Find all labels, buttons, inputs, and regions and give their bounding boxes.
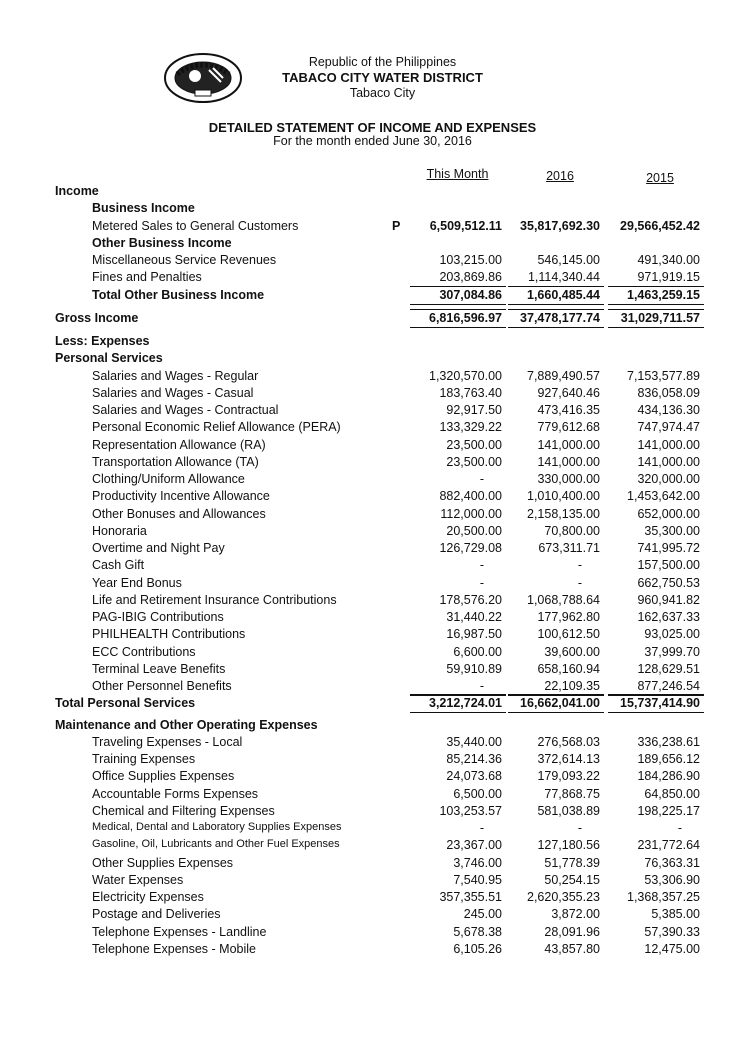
row-value-col2: 7,889,490.57 [527, 368, 600, 383]
row-label: Traveling Expenses - Local [92, 734, 243, 749]
row-value-col3: 57,390.33 [644, 924, 700, 939]
total-rule [508, 309, 604, 310]
row-value-col1: 23,500.00 [446, 454, 502, 469]
row-value-col2: 276,568.03 [537, 734, 600, 749]
row-label: Other Bonuses and Allowances [92, 506, 266, 521]
total-rule [410, 309, 506, 310]
row-value-col2: 16,662,041.00 [520, 696, 600, 711]
total-rule [508, 304, 604, 305]
row-label: Telephone Expenses - Landline [92, 924, 267, 939]
row-label: Chemical and Filtering Expenses [92, 803, 275, 818]
row-value-col2: 779,612.68 [537, 420, 600, 435]
row-value-col2: 35,817,692.30 [520, 218, 600, 233]
row-label: Salaries and Wages - Contractual [92, 403, 279, 417]
row-value-col2: 39,600.00 [544, 644, 600, 659]
row-value-col1: 85,214.36 [446, 752, 502, 766]
row-value-col1: 103,253.57 [439, 803, 502, 818]
row-value-col2: 70,800.00 [544, 523, 600, 538]
row-label: Total Personal Services [55, 696, 196, 711]
col-header-this-month: This Month [426, 167, 489, 181]
row-label: Personal Economic Relief Allowance (PERA) [92, 420, 341, 435]
row-value-col3: 971,919.15 [637, 270, 700, 285]
row-value-col2: 1,068,788.64 [527, 592, 600, 607]
row-value-col2: 179,093.22 [537, 769, 600, 784]
row-value-col1: 5,678.38 [453, 924, 502, 939]
row-label: PAG-IBIG Contributions [92, 610, 224, 624]
row-value-col1: 126,729.08 [439, 541, 502, 555]
row-value-col2: - [577, 558, 582, 573]
total-rule [608, 694, 704, 695]
row-value-col3: 836,058.09 [637, 385, 700, 400]
row-label: Honoraria [92, 523, 147, 538]
row-value-col2: 50,254.15 [544, 872, 600, 887]
row-value-col1: 23,500.00 [446, 437, 502, 452]
row-value-col3: 1,463,259.15 [627, 287, 700, 302]
total-rule [608, 309, 704, 310]
row-label: Transportation Allowance (TA) [92, 454, 259, 469]
row-value-col2: 546,145.00 [537, 253, 600, 267]
row-value-col2: 2,620,355.23 [527, 890, 600, 904]
row-value-col3: 29,566,452.42 [620, 218, 700, 233]
row-value-col2: 51,778.39 [544, 855, 600, 870]
row-value-col2: 100,612.50 [537, 627, 600, 642]
row-value-col3: 491,340.00 [637, 253, 700, 267]
row-label: Business Income [92, 201, 195, 216]
row-value-col3: 189,656.12 [637, 752, 700, 766]
row-value-col2: 330,000.00 [537, 472, 600, 486]
statement-title: DETAILED STATEMENT OF INCOME AND EXPENSES [208, 120, 537, 135]
row-label: Electricity Expenses [92, 890, 204, 904]
total-rule [410, 712, 506, 713]
row-value-col3: 76,363.31 [644, 855, 700, 870]
row-value-col1: 35,440.00 [446, 734, 502, 749]
total-rule [508, 712, 604, 713]
row-value-col1: 178,576.20 [439, 592, 502, 607]
row-value-col3: 877,246.54 [637, 679, 700, 693]
row-value-col2: 673,311.71 [538, 541, 600, 555]
row-label: Other Supplies Expenses [92, 855, 234, 870]
row-value-col3: 141,000.00 [637, 437, 700, 452]
row-label: Personal Services [55, 351, 163, 366]
row-value-col2: 3,872.00 [551, 907, 600, 922]
row-value-col1: 882,400.00 [439, 489, 502, 504]
row-label: Gross Income [55, 310, 139, 325]
row-value-col1: 20,500.00 [446, 523, 502, 538]
row-label: Metered Sales to General Customers [92, 218, 299, 233]
row-value-col1: - [479, 558, 484, 573]
row-value-col1: 6,105.26 [453, 941, 502, 956]
row-value-col1: 23,367.00 [446, 838, 502, 853]
row-value-col3: 652,000.00 [637, 506, 700, 521]
row-label: Other Business Income [92, 235, 232, 250]
row-label: Salaries and Wages - Casual [92, 385, 254, 400]
row-label: Medical, Dental and Laboratory Supplies Expenses [92, 821, 342, 833]
row-label: Gasoline, Oil, Lubricants and Other Fuel Expenses [92, 838, 340, 851]
row-label: Water Expenses [92, 872, 184, 887]
row-value-col2: 127,180.56 [537, 838, 600, 853]
row-value-col3: 35,300.00 [644, 523, 700, 538]
row-value-col1: - [479, 472, 484, 486]
row-value-col3: 64,850.00 [644, 786, 700, 801]
row-label: Other Personnel Benefits [92, 679, 232, 693]
row-value-col2: 372,614.13 [537, 752, 600, 766]
row-value-col2: 1,660,485.44 [527, 287, 600, 302]
row-label: Postage and Deliveries [92, 907, 221, 922]
row-label: Income [55, 184, 99, 198]
row-value-col2: 1,010,400.00 [527, 489, 600, 504]
row-label: Miscellaneous Service Revenues [92, 253, 277, 267]
header-district-name: TABACO CITY WATER DISTRICT [282, 70, 483, 85]
row-label: Productivity Incentive Allowance [92, 489, 270, 504]
col-header-2015: 2015 [646, 171, 674, 185]
row-value-col1: 103,215.00 [439, 253, 502, 267]
row-label: Life and Retirement Insurance Contributions [92, 592, 337, 607]
total-rule [410, 286, 506, 287]
row-value-col1: 203,869.86 [439, 270, 502, 285]
row-label: ECC Contributions [92, 644, 196, 659]
total-rule [508, 286, 604, 287]
row-label: Representation Allowance (RA) [92, 437, 266, 452]
row-label: Total Other Business Income [92, 287, 265, 302]
total-rule [608, 712, 704, 713]
row-value-col1: 7,540.95 [453, 872, 502, 887]
total-rule [608, 327, 704, 328]
total-rule [608, 286, 704, 287]
row-value-col1: 6,816,596.97 [429, 310, 502, 325]
row-value-col2: 1,114,340.44 [527, 270, 600, 285]
row-value-col2: 177,962.80 [537, 610, 600, 624]
row-value-col1: 133,329.22 [439, 420, 502, 435]
statement-period: For the month ended June 30, 2016 [273, 134, 472, 148]
row-value-col3: 1,368,357.25 [627, 890, 700, 904]
row-value-col3: 31,029,711.57 [620, 310, 700, 325]
row-value-col3: 662,750.53 [637, 575, 700, 590]
row-value-col2: 141,000.00 [537, 454, 600, 469]
row-value-col3: 37,999.70 [644, 644, 700, 659]
row-value-col1: 112,000.00 [440, 506, 502, 521]
row-label: Fines and Penalties [92, 270, 202, 285]
row-value-col1: 3,746.00 [453, 855, 502, 870]
row-value-col3: 15,737,414.90 [620, 696, 700, 711]
row-value-col3: 141,000.00 [637, 454, 700, 469]
row-value-col3: 198,225.17 [637, 803, 700, 818]
row-value-col3: 5,385.00 [651, 907, 700, 922]
row-value-col1: 31,440.22 [446, 610, 502, 624]
row-value-col1: 24,073.68 [446, 769, 502, 784]
total-rule [410, 327, 506, 328]
row-value-col1: - [479, 821, 484, 835]
row-value-col3: 12,475.00 [644, 941, 700, 956]
row-label: Telephone Expenses - Mobile [92, 941, 256, 956]
row-value-col1: 16,987.50 [446, 627, 502, 642]
total-rule [410, 694, 506, 695]
row-value-col2: - [577, 575, 582, 590]
row-label: Overtime and Night Pay [92, 541, 225, 555]
row-value-col3: 93,025.00 [644, 627, 700, 642]
row-value-col1: 307,084.86 [439, 287, 502, 302]
row-value-col3: 1,453,642.00 [627, 489, 700, 504]
row-value-col1: 6,509,512.11 [429, 218, 502, 233]
row-label: Maintenance and Other Operating Expenses [55, 717, 318, 732]
row-value-col1: 92,917.50 [446, 403, 502, 417]
row-value-col2: 927,640.46 [537, 385, 600, 400]
row-label: Accountable Forms Expenses [92, 786, 259, 801]
row-value-col3: 162,637.33 [637, 610, 700, 624]
row-value-col2: 581,038.89 [537, 803, 600, 818]
row-value-col1: 59,910.89 [446, 661, 502, 676]
row-value-col2: 43,857.80 [544, 941, 600, 956]
row-value-col3: 741,995.72 [637, 541, 700, 555]
row-value-col2: 28,091.96 [544, 924, 600, 939]
row-value-col3: 7,153,577.89 [627, 368, 700, 383]
row-value-col3: 320,000.00 [637, 472, 700, 486]
row-value-col3: 434,136.30 [637, 403, 700, 417]
row-label: Office Supplies Expenses [92, 769, 235, 784]
row-label: Training Expenses [92, 752, 196, 766]
row-label: Clothing/Uniform Allowance [92, 472, 245, 486]
row-value-col2: 22,109.35 [544, 679, 600, 693]
total-rule [508, 694, 604, 695]
row-value-col3: - [677, 821, 682, 835]
row-value-col2: 473,416.35 [537, 403, 600, 417]
header-city: Tabaco City [349, 86, 416, 100]
row-value-col1: 357,355.51 [439, 890, 502, 904]
row-value-col1: 1,320,570.00 [429, 368, 502, 383]
row-value-col1: 245.00 [463, 907, 502, 922]
row-value-col2: 77,868.75 [544, 786, 600, 801]
row-value-col3: 960,941.82 [637, 592, 700, 607]
row-value-col1: - [479, 679, 484, 693]
row-value-col1: 6,600.00 [453, 644, 502, 659]
row-label: Cash Gift [92, 558, 145, 573]
row-value-col1: - [479, 575, 484, 590]
row-value-col2: 37,478,177.74 [520, 310, 600, 325]
row-value-col3: 336,238.61 [637, 734, 700, 749]
header-republic: Republic of the Philippines [308, 55, 457, 69]
row-value-col3: 747,974.47 [637, 420, 700, 435]
currency-symbol: P [392, 218, 401, 233]
row-label: Less: Expenses [55, 334, 150, 348]
row-label: Terminal Leave Benefits [92, 661, 226, 676]
total-rule [410, 304, 506, 305]
row-value-col2: 141,000.00 [537, 437, 600, 452]
total-rule [608, 304, 704, 305]
row-value-col3: 231,772.64 [637, 838, 700, 853]
total-rule [508, 327, 604, 328]
row-value-col1: 183,763.40 [439, 385, 502, 400]
row-value-col2: - [577, 821, 582, 835]
row-value-col3: 53,306.90 [644, 872, 700, 887]
row-value-col1: 3,212,724.01 [429, 696, 502, 711]
row-value-col2: 658,160.94 [537, 661, 600, 676]
row-value-col1: 6,500.00 [453, 786, 502, 801]
col-header-2016: 2016 [546, 169, 574, 183]
row-value-col3: 184,286.90 [637, 769, 700, 784]
row-value-col3: 157,500.00 [637, 558, 700, 573]
row-label: PHILHEALTH Contributions [92, 627, 246, 642]
row-value-col2: 2,158,135.00 [527, 506, 600, 521]
row-label: Year End Bonus [92, 575, 182, 590]
row-value-col3: 128,629.51 [637, 661, 700, 676]
row-label: Salaries and Wages - Regular [92, 368, 259, 383]
